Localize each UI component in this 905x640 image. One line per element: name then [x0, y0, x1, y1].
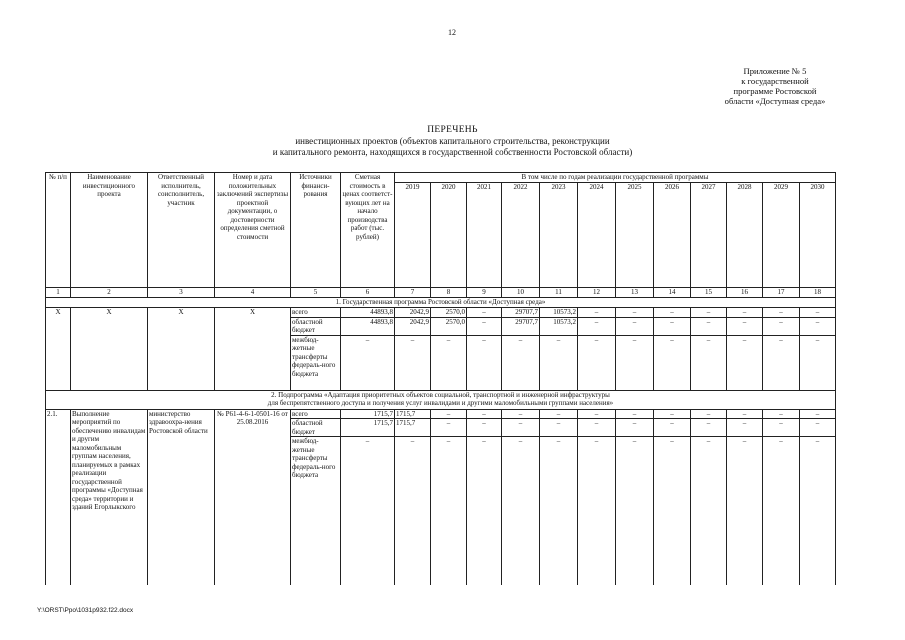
table-row [46, 308, 836, 318]
year-cell: – [654, 308, 691, 318]
year-cell: – [431, 409, 467, 419]
header-sources: Источники финанси-рования [291, 173, 341, 288]
investment-projects-table [45, 172, 836, 585]
header-name: Наименование инвестиционного проекта [71, 173, 148, 288]
year-cell: – [763, 317, 800, 335]
year-cell: – [578, 437, 616, 586]
year-cell: – [578, 409, 616, 419]
column-number: 15 [691, 288, 727, 298]
year-cell: – [763, 335, 800, 390]
year-cell: 1715,7 [395, 419, 431, 437]
cost-cell: 1715,7 [341, 409, 395, 419]
year-cell: – [654, 437, 691, 586]
column-number: 7 [395, 288, 431, 298]
year-cell: – [616, 308, 654, 318]
header-executor: Ответственный исполнитель, соисполнитель, участник [148, 173, 215, 288]
section-title-row [46, 298, 836, 308]
year-cell: – [578, 308, 616, 318]
column-number: 4 [215, 288, 291, 298]
item-number: 2.1. [46, 409, 71, 585]
item-name: Выполнение мероприятий по обеспечению инвалидам и другим маломобильным группам населения, планируемых в рамках реализации государственной программы «Доступная среда» территории и зданий Егорлыкского [71, 409, 148, 585]
source-cell: областной бюджет [291, 419, 341, 437]
column-number: 16 [727, 288, 763, 298]
header-year: 2026 [654, 183, 691, 288]
section2-title [46, 390, 836, 409]
year-cell: 1715,7 [395, 409, 431, 419]
header-row [46, 173, 836, 183]
year-cell: – [800, 335, 836, 390]
appendix-line: к государственной [741, 76, 809, 86]
year-cell: – [467, 419, 502, 437]
item-expertise: № Р61-4-6-1-0501-16 от 25.08.2016 [215, 409, 291, 585]
column-number: 17 [763, 288, 800, 298]
year-cell: 29707,7 [502, 317, 540, 335]
column-number: 9 [467, 288, 502, 298]
title-main: ПЕРЕЧЕНЬ [427, 125, 478, 135]
header-year: 2030 [800, 183, 836, 288]
header-year: 2022 [502, 183, 540, 288]
header-expertise: Номер и дата положительных заключений экспертизы проектной документации, о достоверности определения сметной стоимости [215, 173, 291, 288]
year-cell: 10573,2 [540, 317, 578, 335]
header-year: 2019 [395, 183, 431, 288]
year-cell: – [467, 437, 502, 586]
header-year: 2025 [616, 183, 654, 288]
section2-title-line: 2. Подпрограмма «Адаптация приоритетных объектов социальной, транспортной и инженерной инфраструктуры [271, 390, 610, 399]
column-number: 14 [654, 288, 691, 298]
year-cell: – [540, 335, 578, 390]
appendix-line: Приложение № 5 [743, 66, 807, 76]
mark-cell: Х [215, 308, 291, 391]
year-cell: – [502, 335, 540, 390]
year-cell: 10573,2 [540, 308, 578, 318]
column-number: 10 [502, 288, 540, 298]
year-cell: – [654, 317, 691, 335]
year-cell: – [800, 437, 836, 586]
mark-cell: Х [148, 308, 215, 391]
year-cell: 29707,7 [502, 308, 540, 318]
year-cell: – [691, 317, 727, 335]
year-cell: – [800, 308, 836, 318]
column-numbers-row [46, 288, 836, 298]
year-cell: – [763, 308, 800, 318]
year-cell: – [502, 419, 540, 437]
column-number: 6 [341, 288, 395, 298]
header-year: 2027 [691, 183, 727, 288]
year-cell: – [727, 419, 763, 437]
year-cell: – [502, 437, 540, 586]
source-cell: всего [291, 308, 341, 318]
year-cell: – [727, 317, 763, 335]
file-path-footer: Y:\ORST\Ppo\1031p932.f22.docx [37, 607, 134, 614]
section2-title-line: для беспрепятственного доступа и получения услуг инвалидами и другими маломобильными группами населения» [267, 399, 614, 407]
year-cell: – [800, 419, 836, 437]
header-year: 2028 [727, 183, 763, 288]
header-year: 2024 [578, 183, 616, 288]
year-cell: – [395, 335, 431, 390]
year-cell: – [502, 409, 540, 419]
year-cell: – [395, 437, 431, 586]
year-cell: 2570,0 [431, 308, 467, 318]
column-number: 13 [616, 288, 654, 298]
header-years-group: В том числе по годам реализации государственной программы [395, 173, 836, 183]
year-cell: – [431, 419, 467, 437]
year-cell: – [654, 419, 691, 437]
year-cell: 2570,0 [431, 317, 467, 335]
year-cell: – [727, 308, 763, 318]
year-cell: – [578, 317, 616, 335]
column-number: 18 [800, 288, 836, 298]
source-cell: межбюд-жетные трансферты федераль-ного бюджета [291, 437, 341, 586]
page-number: 12 [448, 28, 456, 37]
header-year: 2020 [431, 183, 467, 288]
year-cell: – [616, 419, 654, 437]
year-cell: – [763, 409, 800, 419]
table-row [46, 409, 836, 419]
section1-title: 1. Государственная программа Ростовской области «Доступная среда» [46, 298, 836, 308]
column-number: 1 [46, 288, 71, 298]
year-cell: – [467, 308, 502, 318]
year-cell: 2042,9 [395, 308, 431, 318]
column-number: 3 [148, 288, 215, 298]
year-cell: – [467, 317, 502, 335]
header-year: 2021 [467, 183, 502, 288]
year-cell: – [467, 409, 502, 419]
year-cell: – [540, 409, 578, 419]
source-cell: областной бюджет [291, 317, 341, 335]
column-number: 11 [540, 288, 578, 298]
year-cell: 2042,9 [395, 317, 431, 335]
cost-cell: 1715,7 [341, 419, 395, 437]
year-cell: – [431, 335, 467, 390]
cost-cell: 44893,8 [341, 308, 395, 318]
year-cell: – [616, 317, 654, 335]
section-title-row [46, 390, 836, 409]
column-number: 12 [578, 288, 616, 298]
year-cell: – [691, 308, 727, 318]
year-cell: – [616, 335, 654, 390]
cost-cell: – [341, 335, 395, 390]
year-cell: – [691, 409, 727, 419]
year-cell: – [540, 419, 578, 437]
year-cell: – [431, 437, 467, 586]
year-cell: – [763, 437, 800, 586]
year-cell: – [467, 335, 502, 390]
source-cell: межбюд-жетные трансферты федераль-ного бюджета [291, 335, 341, 390]
column-number: 2 [71, 288, 148, 298]
item-executor: министерство здравоохра-нения Ростовской области [148, 409, 215, 585]
year-cell: – [654, 409, 691, 419]
appendix-note [690, 66, 860, 106]
year-cell: – [691, 335, 727, 390]
year-cell: – [616, 409, 654, 419]
year-cell: – [691, 437, 727, 586]
year-cell: – [578, 419, 616, 437]
mark-cell: Х [46, 308, 71, 391]
year-cell: – [654, 335, 691, 390]
year-cell: – [691, 419, 727, 437]
source-cell: всего [291, 409, 341, 419]
year-cell: – [800, 409, 836, 419]
appendix-line: области «Доступная среда» [724, 96, 826, 106]
title-line: инвестиционных проектов (объектов капитального строительства, реконструкции [295, 136, 610, 146]
column-number: 5 [291, 288, 341, 298]
column-number: 8 [431, 288, 467, 298]
document-title [90, 125, 815, 158]
year-cell: – [540, 437, 578, 586]
year-cell: – [800, 317, 836, 335]
year-cell: – [727, 409, 763, 419]
header-year: 2029 [763, 183, 800, 288]
year-cell: – [616, 437, 654, 586]
year-cell: – [727, 335, 763, 390]
appendix-line: программе Ростовской [733, 86, 817, 96]
header-year: 2023 [540, 183, 578, 288]
title-line: и капитального ремонта, находящихся в государственной собственности Ростовской области) [272, 147, 633, 157]
header-cost: Сметная стоимость в ценах соответст-вующих лет на начало производства работ (тыс. рублей) [341, 173, 395, 288]
year-cell: – [727, 437, 763, 586]
cost-cell: – [341, 437, 395, 586]
mark-cell: Х [71, 308, 148, 391]
year-cell: – [578, 335, 616, 390]
cost-cell: 44893,8 [341, 317, 395, 335]
year-cell: – [763, 419, 800, 437]
header-num: № п/п [46, 173, 71, 288]
